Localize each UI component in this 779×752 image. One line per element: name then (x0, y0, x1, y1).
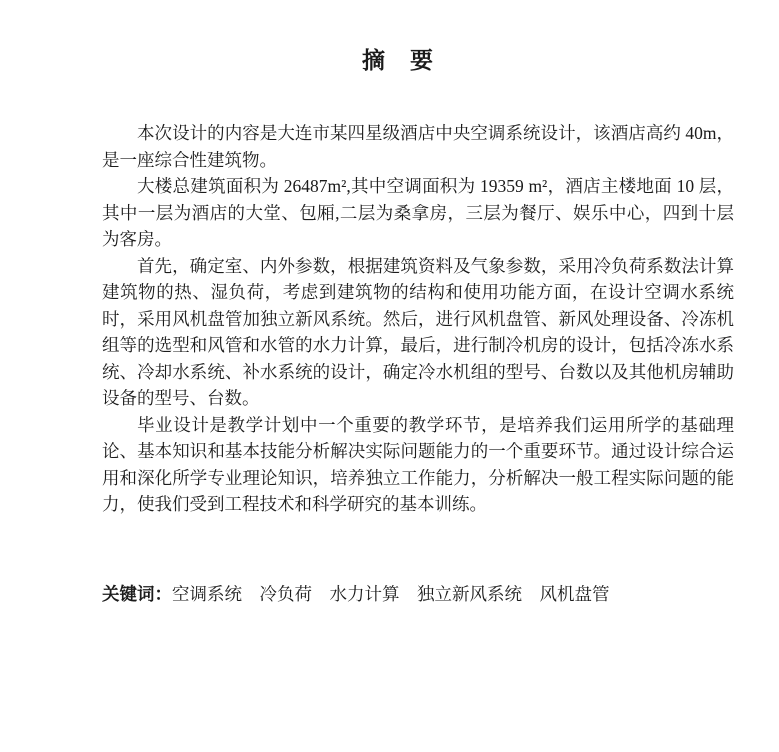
keywords-label: 关键词： (102, 583, 172, 604)
abstract-body (102, 120, 734, 607)
keywords-text: 空调系统 冷负荷 水力计算 独立新风系统 风机盘管 (172, 583, 610, 604)
page-title: 摘 要 (362, 48, 434, 73)
abstract-paragraph-2: 大楼总建筑面积为 26487m²,其中空调面积为 19359 m²，酒店主楼地面 10 层，其中一层为酒店的大堂、包厢,二层为桑拿房，三层为餐厅、娱乐中心，四到十层为客房。 (102, 176, 734, 249)
abstract-paragraph-3: 首先，确定室、内外参数，根据建筑资料及气象参数，采用冷负荷系数法计算建筑物的热、湿负荷，考虑到建筑物的结构和使用功能方面，在设计空调水系统时，采用风机盘管加独立新风系统。然后，进行风机盘管、新风处理设备、冷冻机组等的选型和风管和水管的水力计算，最后，进行制冷机房的设计，包括冷冻水系统、冷却水系统、补水系统的设计，确定冷水机组的型号、台数以及其他机房辅助设备的型号、台数。 (102, 255, 734, 408)
abstract-paragraph-1: 本次设计的内容是大连市某四星级酒店中央空调系统设计，该酒店高约 40m，是一座综合性建筑物。 (102, 123, 734, 170)
keywords-line (102, 581, 734, 608)
abstract-paragraph-4: 毕业设计是教学计划中一个重要的教学环节，是培养我们运用所学的基础理论、基本知识和基本技能分析解决实际问题能力的一个重要环节。通过设计综合运用和深化所学专业理论知识，培养独立工作能力，分析解决一般工程实际问题的能力，使我们受到工程技术和科学研究的基本训练。 (102, 414, 734, 514)
